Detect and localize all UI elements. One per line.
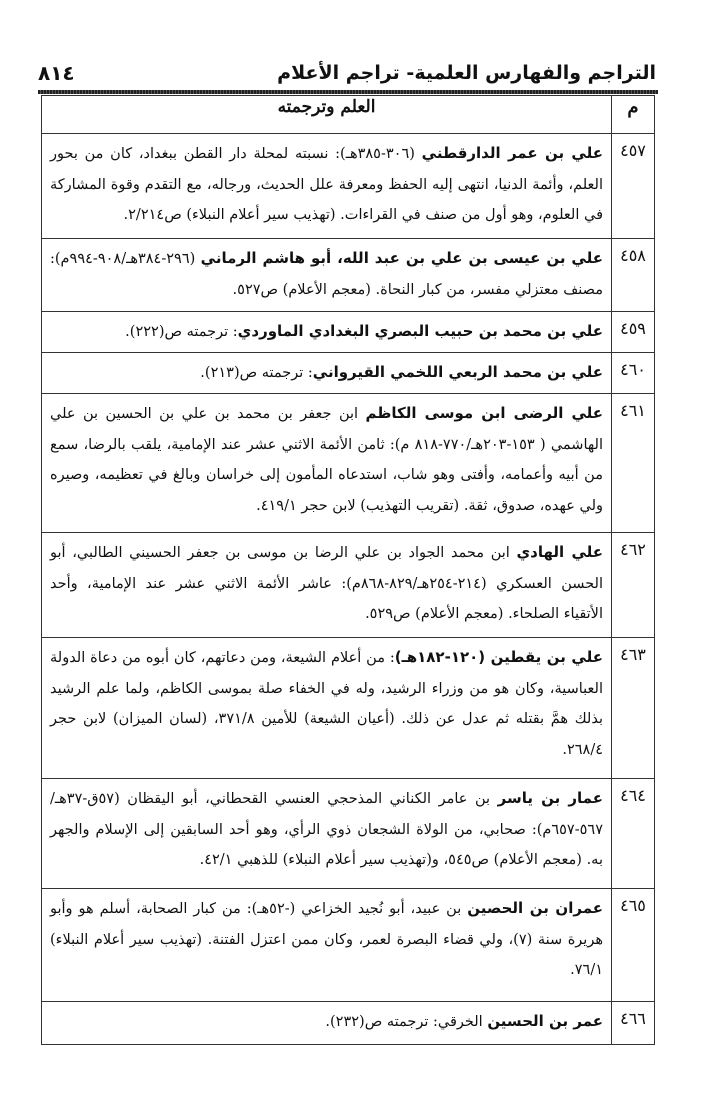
entry-text: الخرقي: ترجمته ص(٢٣٢). xyxy=(325,1014,488,1030)
table-row xyxy=(42,779,655,889)
running-head-title: التراجم والفهارس العلمية- تراجم الأعلام xyxy=(277,62,656,84)
entry-body xyxy=(42,394,612,533)
entry-number: ٤٦٤ xyxy=(612,779,655,889)
table-row xyxy=(42,394,655,533)
table-row xyxy=(42,889,655,1002)
table-row xyxy=(42,353,655,394)
entry-body xyxy=(42,779,612,889)
entry-text: : من أعلام الشيعة، ومن دعاتهم، كان أبوه من دعاة الدولة العباسية، وكان هو من وزراء الرشيد، وله في الخفاء صلة بموسى الكاظم، ولما علم الرشيد بذلك همَّ بقتله ثم عدل عن ذلك. (أعيان الشيعة) للأمين ٣٧١/٨، (لسان الميزان) لابن حجر ٢٦٨/٤. xyxy=(50,650,603,758)
entry-name: عمران بن الحصين xyxy=(467,899,603,917)
entry-name: علي الرضى ابن موسى الكاظم xyxy=(365,404,603,422)
entry-name: عمار بن ياسر xyxy=(497,789,603,807)
entry-body xyxy=(42,889,612,1002)
entry-name: علي بن عمر الدارقطني xyxy=(421,144,603,162)
entry-name: علي بن عيسى بن علي بن عبد الله، أبو هاشم الرماني xyxy=(200,249,603,267)
entry-text: بن عامر الكناني المذحجي العنسي القحطاني، أبو اليقظان (٥٧ق-٣٧هـ/ ٥٦٧-٦٥٧م): صحابي، من الولاة الشجعان ذوي الرأي، وهو أحد السابقين إلى الإسلام والجهر به. (معجم الأعلام) ص٥٤٥، و(تهذيب سير أعلام النبلاء) للذهبي ٤٢/١. xyxy=(50,791,603,868)
page-number: ٨١٤ xyxy=(38,61,75,85)
entry-body xyxy=(42,312,612,353)
entry-number: ٤٦٦ xyxy=(612,1002,655,1045)
table-header-row xyxy=(42,96,655,134)
entry-name: عمر بن الحسين xyxy=(487,1012,603,1030)
entry-number: ٤٥٩ xyxy=(612,312,655,353)
running-head xyxy=(38,58,656,88)
entry-name: علي الهادي xyxy=(516,543,603,561)
entry-number: ٤٥٧ xyxy=(612,134,655,239)
table-row xyxy=(42,1002,655,1045)
table-row xyxy=(42,533,655,638)
entry-text: ابن محمد الجواد بن علي الرضا بن موسى بن جعفر الحسيني الطالبي، أبو الحسن العسكري (٢١٤-٢٥٤هـ/٨٢٩-٨٦٨م): عاشر الأئمة الاثني عشر عند الإمامية، وأحد الأتقياء الصلحاء. (معجم الأعلام) ص٥٢٩. xyxy=(50,545,603,622)
entry-body xyxy=(42,1002,612,1045)
entry-name: علي بن يقطين (١٢٠-١٨٢هـ) xyxy=(394,648,603,666)
column-header-number: م xyxy=(612,96,655,134)
entry-text: (٣٠٦-٣٨٥هـ): نسبته لمحلة دار القطن ببغداد، كان من بحور العلم، وأئمة الدنيا، انتهى إليه الحفظ ومعرفة علل الحديث، ورجاله، مع التقدم وقوة المشاركة في العلوم، وهو أول من صنف في القراءات. (تهذيب سير أعلام النبلاء) ص٢/٢١٤. xyxy=(50,146,603,223)
column-header-name: العلم وترجمته xyxy=(42,96,612,134)
entry-body xyxy=(42,638,612,779)
entry-text: : ترجمته ص(٢٢٢). xyxy=(125,324,238,340)
header-rule xyxy=(38,90,658,94)
entry-body xyxy=(42,134,612,239)
entry-number: ٤٥٨ xyxy=(612,239,655,312)
table-row xyxy=(42,638,655,779)
entry-number: ٤٦٠ xyxy=(612,353,655,394)
entry-number: ٤٦٣ xyxy=(612,638,655,779)
entry-name: علي بن محمد بن حبيب البصري البغدادي الماوردي xyxy=(237,322,603,340)
entry-number: ٤٦٢ xyxy=(612,533,655,638)
entry-number: ٤٦١ xyxy=(612,394,655,533)
entry-name: علي بن محمد الربعي اللخمي القيرواني xyxy=(312,363,603,381)
entry-text: ابن جعفر بن محمد بن علي بن الحسين بن علي الهاشمي ( ١٥٣-٢٠٣هـ/٧٧٠-٨١٨ م): ثامن الأئمة الاثني عشر عند الإمامية، يلقب بالرضا، سمع من أبيه وأعمامه، وأفتى وهو شاب، استدعاه المأمون إلى خراسان وبالغ في تعظيمه، وصيره ولي عهده، صدوق، ثقة. (تقريب التهذيب) لابن حجر ٤١٩/١. xyxy=(50,406,604,514)
table-row xyxy=(42,312,655,353)
entry-text: (٢٩٦-٣٨٤هـ/٩٠٨-٩٩٤م): مصنف معتزلي مفسر، من كبار النحاة. (معجم الأعلام) ص٥٢٧. xyxy=(50,251,603,298)
entry-body xyxy=(42,533,612,638)
entry-text: : ترجمته ص(٢١٣). xyxy=(200,365,313,381)
entry-text: بن عبيد، أبو نُجيد الخزاعي (-٥٢هـ): من كبار الصحابة، أسلم هو وأبو هريرة سنة (٧)، ولي قضاء البصرة لعمر، وكان ممن اعتزل الفتنة. (تهذيب سير أعلام النبلاء) ٧٦/١. xyxy=(50,901,603,978)
entry-body xyxy=(42,353,612,394)
entry-number: ٤٦٥ xyxy=(612,889,655,1002)
table-row xyxy=(42,134,655,239)
table-row xyxy=(42,239,655,312)
entry-body xyxy=(42,239,612,312)
biography-table xyxy=(41,95,655,1045)
